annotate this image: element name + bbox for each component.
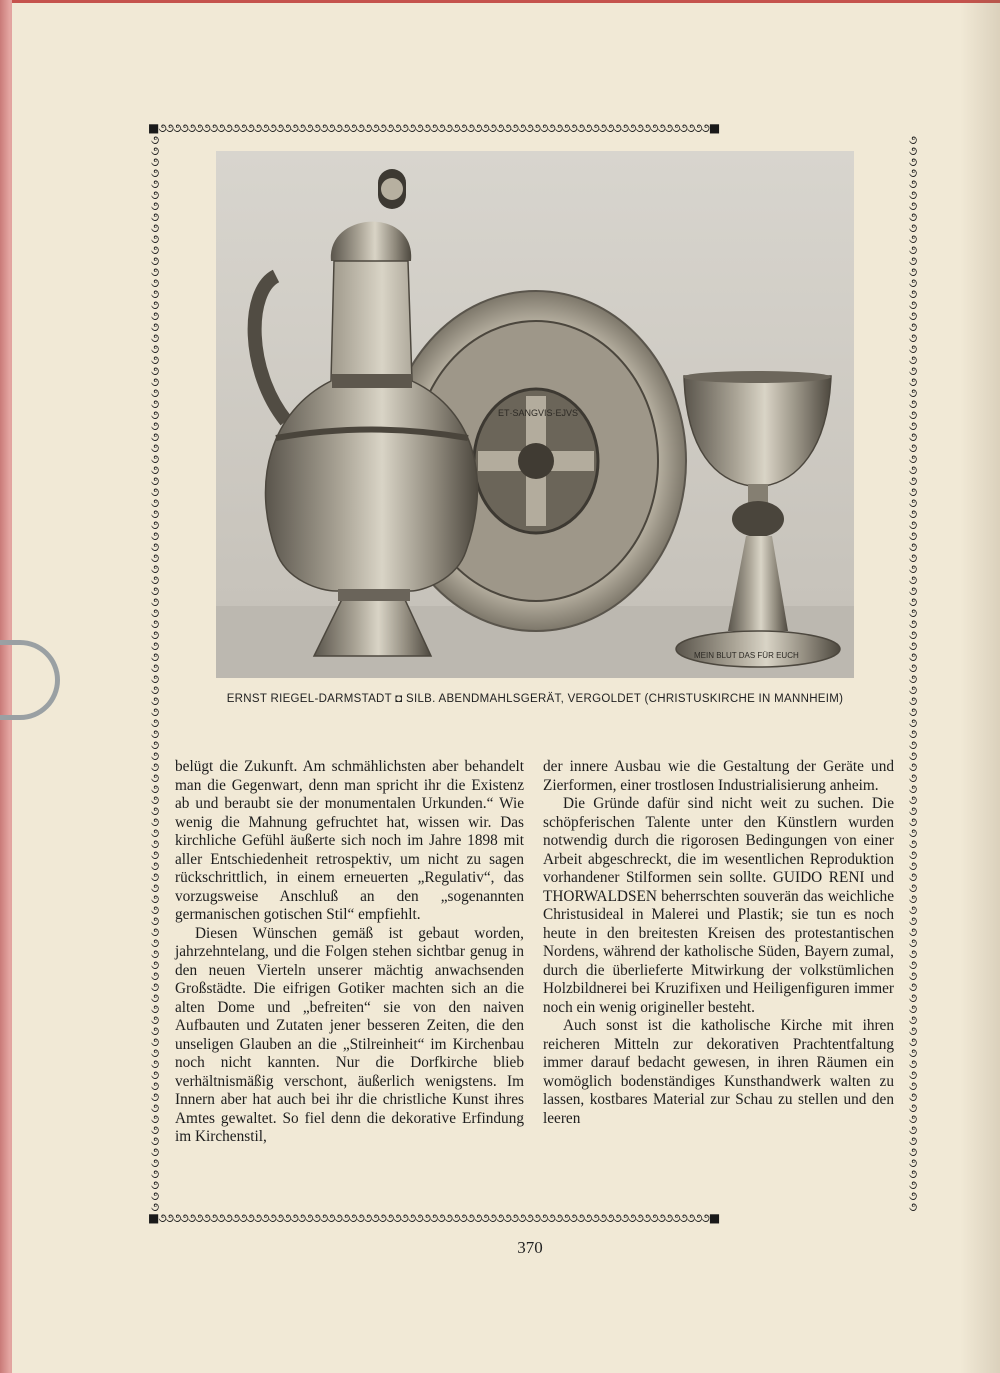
- paragraph: Diesen Wünschen gemäß ist gebaut worden, jahrzehntelang, und die Folgen stehen sichtbar genug in den neuen Vierteln unserer mächtig anwachsenden Großstädte. Die eifrigen Gotiker machten sich an die alten Dome und „befreiten“ sie von den naiven Aufbauten und Zutaten jener besseren Zeiten, die den unseligen Glauben an die „Stilreinheit“ im Kirchenbau noch nicht kannten. Nur die Dorfkirche blieb verhältnismäßig verschont, äußerlich wenigstens. Im Innern aber hat auch bei ihr die christliche Kunst ihres Amtes gewaltet. So fiel denn die dekorative Erfindung im Kirchenstil,: [175, 924, 524, 1145]
- paragraph: belügt die Zukunft. Am schmählichsten aber behandelt man die Gegenwart, denn man spricht ihr die Existenz ab und beraubt sie der monumentalen Urkunden.“ Wie wenig die Mahnung gefruchtet hat, wissen wir. Das kirchliche Gefühl äußerte sich noch im Jahre 1898 mit aller Entschiedenheit retrospektiv, um nicht zu sagen rückschrittlich, in einem erneuerten „Regulativ“, das vorzugsweise Anschluß an den „sogenannten germanischen gotischen Stil“ empfiehlt.: [175, 758, 524, 923]
- paragraph: Die Gründe dafür sind nicht weit zu suchen. Die schöpferischen Talente unter den Künstlern wurden notwendig durch die rigorosen Bedingungen von einer Arbeit abgeschreckt, die im wesentlichen Reproduktion vorhandener Stilformen sein sollte. GUIDO RENI und THORWALDSEN beherrschten souverän das weichliche Christusideal in Malerei und Plastik; sie tun es noch heute in den breitesten Kreisen des protestantischen Nordens, während der katholische Süden, Bayern zumal, durch die überlieferte Mitwirkung der volkstümlichen Holzbildnerei bei Kruzifixen und Heiligenfiguren immer noch ein wenig origineller besteht.: [543, 795, 894, 1016]
- chalice-base-inscription: MEIN BLUT DAS FÜR EUCH: [694, 651, 799, 660]
- page-number: 370: [517, 1238, 543, 1257]
- text-column-right: [543, 758, 894, 1128]
- page-gutter-shade: [960, 0, 1000, 1373]
- paten-inscription: ET·SANGVIS·EJVS: [498, 408, 579, 418]
- border-left: ૭ ૭ ૭ ૭ ૭ ૭ ૭ ૭ ૭ ૭ ૭ ૭ ૭ ૭ ૭ ૭ ૭ ૭ ૭ ૭ ૭ ૭ ૭ ૭ ૭ ૭ ૭ ૭ ૭ ૭ ૭ ૭ ૭ ૭ ૭ ૭ ૭ ૭ ૭ ૭ ૭ ૭ ૭ ૭ ૭ ૭ ૭ ૭ ૭ ૭ ૭ ૭ ૭ ૭ ૭ ૭ ૭ ૭ ૭ ૭ ૭ ૭ ૭ ૭ ૭ ૭ ૭ ૭ ૭ ૭ ૭ ૭ ૭ ૭ ૭ ૭ ૭ ૭ ૭ ૭ ૭ ૭ ૭ ૭ ૭ ૭ ૭ ૭ ૭ ૭ ૭ ૭ ૭ ૭ ૭ ૭ ૭ ૭: [150, 135, 160, 1211]
- photograph-communion-set: [216, 151, 854, 678]
- paragraph: der innere Ausbau wie die Gestaltung der Geräte und Zierformen, einer trostlosen Industrialisierung anheim.: [543, 758, 894, 794]
- page-edge: [12, 0, 1000, 3]
- communion-vessels-image: [216, 151, 854, 678]
- border-top: ■૭૭૭૭૭૭૭૭૭૭૭૭૭૭૭૭૭૭૭૭૭૭૭૭૭૭૭૭૭૭૭૭૭૭૭૭૭૭૭૭૭૭૭૭૭૭૭૭૭૭૭૭૭૭૭૭૭૭૭૭૭૭૭૭૭૭૭૭૭૭૭૭૭૭૭■: [148, 121, 720, 135]
- border-bottom: ■૭૭૭૭૭૭૭૭૭૭૭૭૭૭૭૭૭૭૭૭૭૭૭૭૭૭૭૭૭૭૭૭૭૭૭૭૭૭૭૭૭૭૭૭૭૭૭૭૭૭૭૭૭૭૭૭૭૭૭૭૭૭૭૭૭૭૭૭૭૭૭૭૭૭૭■: [148, 1211, 720, 1225]
- paragraph: Auch sonst ist die katholische Kirche mit ihren reicheren Mitteln zur dekorativen Prachtentfaltung immer darauf bedacht gewesen, in ihren Räumen ein womöglich bodenständiges Kunsthandwerk walten zu lassen, kostbares Material zur Schau zu stellen und den leeren: [543, 1017, 894, 1127]
- figure-caption: ERNST RIEGEL-DARMSTADT ◘ SILB. ABENDMAHLSGERÄT, VERGOLDET (CHRISTUSKIRCHE IN MANNHEIM): [226, 693, 844, 705]
- border-right: ૭ ૭ ૭ ૭ ૭ ૭ ૭ ૭ ૭ ૭ ૭ ૭ ૭ ૭ ૭ ૭ ૭ ૭ ૭ ૭ ૭ ૭ ૭ ૭ ૭ ૭ ૭ ૭ ૭ ૭ ૭ ૭ ૭ ૭ ૭ ૭ ૭ ૭ ૭ ૭ ૭ ૭ ૭ ૭ ૭ ૭ ૭ ૭ ૭ ૭ ૭ ૭ ૭ ૭ ૭ ૭ ૭ ૭ ૭ ૭ ૭ ૭ ૭ ૭ ૭ ૭ ૭ ૭ ૭ ૭ ૭ ૭ ૭ ૭ ૭ ૭ ૭ ૭ ૭ ૭ ૭ ૭ ૭ ૭ ૭ ૭ ૭ ૭ ૭ ૭ ૭ ૭ ૭ ૭ ૭ ૭ ૭ ૭: [908, 135, 918, 1211]
- text-column-left: [175, 758, 524, 1147]
